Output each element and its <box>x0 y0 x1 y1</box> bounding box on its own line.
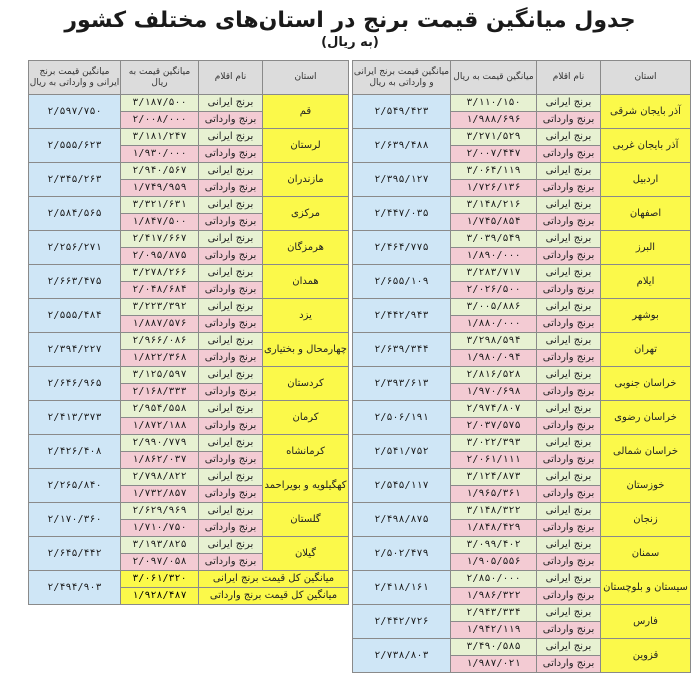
table-row <box>353 265 691 282</box>
price-iranian: ۳/۰۶۴/۱۱۹ <box>451 163 537 180</box>
average-price: ۲/۴۴۲/۹۴۳ <box>353 299 451 333</box>
item-label-imported: برنج وارداتی <box>199 180 263 197</box>
average-price: ۲/۲۵۶/۲۷۱ <box>29 231 121 265</box>
table-row <box>29 503 349 520</box>
item-label-imported: برنج وارداتی <box>199 282 263 299</box>
price-imported: ۱/۷۳۲/۸۵۷ <box>121 486 199 503</box>
province-name: خراسان جنوبی <box>601 367 691 401</box>
province-name: آذر بایجان شرقی <box>601 95 691 129</box>
item-label-iranian: برنج ایرانی <box>537 469 601 486</box>
price-imported: ۲/۰۹۷/۰۵۸ <box>121 554 199 571</box>
price-imported: ۱/۹۶۵/۳۶۱ <box>451 486 537 503</box>
item-label-iranian: برنج ایرانی <box>537 435 601 452</box>
average-price: ۲/۳۹۳/۶۱۳ <box>353 367 451 401</box>
average-price: ۲/۴۱۳/۳۷۳ <box>29 401 121 435</box>
header-avg-total: میانگین قیمت برنج ایرانی و وارداتی به ریال <box>29 61 121 95</box>
province-name: کرمان <box>263 401 349 435</box>
average-price: ۲/۳۴۵/۲۶۳ <box>29 163 121 197</box>
table-row <box>353 129 691 146</box>
price-imported: ۱/۸۸۰/۰۰۰ <box>451 316 537 333</box>
price-imported: ۲/۰۰۸/۰۰۰ <box>121 112 199 129</box>
table-row <box>29 333 349 350</box>
item-label-iranian: برنج ایرانی <box>537 639 601 656</box>
average-price: ۲/۴۴۲/۷۲۶ <box>353 605 451 639</box>
table-row <box>353 367 691 384</box>
item-label-iranian: برنج ایرانی <box>537 503 601 520</box>
price-imported: ۱/۸۲۲/۳۶۸ <box>121 350 199 367</box>
item-label-iranian: برنج ایرانی <box>199 435 263 452</box>
item-label-imported: برنج وارداتی <box>537 384 601 401</box>
price-imported: ۱/۹۴۲/۱۱۹ <box>451 622 537 639</box>
table-row <box>353 197 691 214</box>
table-header-row <box>353 61 691 95</box>
header-item: نام اقلام <box>537 61 601 95</box>
item-label-imported: برنج وارداتی <box>537 350 601 367</box>
province-name: بوشهر <box>601 299 691 333</box>
average-price: ۲/۵۴۹/۴۲۳ <box>353 95 451 129</box>
price-imported: ۱/۸۸۷/۵۷۶ <box>121 316 199 333</box>
item-label-iranian: برنج ایرانی <box>199 95 263 112</box>
price-iranian: ۳/۱۱۰/۱۵۰ <box>451 95 537 112</box>
price-imported: ۱/۸۴۸/۴۲۹ <box>451 520 537 537</box>
price-imported: ۲/۰۶۱/۱۱۱ <box>451 452 537 469</box>
price-imported: ۲/۰۳۷/۵۷۵ <box>451 418 537 435</box>
province-name: یزد <box>263 299 349 333</box>
item-label-imported: برنج وارداتی <box>537 316 601 333</box>
item-label-iranian: برنج ایرانی <box>199 231 263 248</box>
average-price: ۲/۴۲۶/۴۰۸ <box>29 435 121 469</box>
price-imported: ۱/۹۸۸/۶۹۶ <box>451 112 537 129</box>
province-name: هرمزگان <box>263 231 349 265</box>
province-name: زنجان <box>601 503 691 537</box>
average-price: ۲/۵۹۷/۷۵۰ <box>29 95 121 129</box>
price-imported: ۱/۷۱۰/۷۵۰ <box>121 520 199 537</box>
province-name: گلستان <box>263 503 349 537</box>
province-name: البرز <box>601 231 691 265</box>
item-label-imported: برنج وارداتی <box>537 214 601 231</box>
province-name: سیستان و بلوچستان <box>601 571 691 605</box>
item-label-imported: برنج وارداتی <box>537 248 601 265</box>
price-iranian: ۲/۹۶۶/۰۸۶ <box>121 333 199 350</box>
price-iranian: ۲/۹۴۳/۳۳۴ <box>451 605 537 622</box>
average-price: ۲/۵۸۴/۵۶۵ <box>29 197 121 231</box>
price-imported: ۱/۷۲۶/۱۳۶ <box>451 180 537 197</box>
table-row <box>29 401 349 418</box>
page-title: جدول میانگین قیمت برنج در استان‌های مختلف کشور <box>64 8 636 33</box>
province-name: فارس <box>601 605 691 639</box>
table-row <box>353 435 691 452</box>
item-label-imported: برنج وارداتی <box>537 282 601 299</box>
item-label-iranian: برنج ایرانی <box>199 265 263 282</box>
price-iranian: ۳/۰۲۲/۳۹۳ <box>451 435 537 452</box>
price-iranian: ۳/۱۹۳/۸۲۵ <box>121 537 199 554</box>
province-name: کرمانشاه <box>263 435 349 469</box>
summary-value-iranian: ۳/۰۶۱/۳۲۰ <box>121 571 199 588</box>
price-iranian: ۳/۲۸۳/۷۱۷ <box>451 265 537 282</box>
summary-average: ۲/۴۹۴/۹۰۳ <box>29 571 121 605</box>
table-row <box>29 265 349 282</box>
item-label-iranian: برنج ایرانی <box>537 401 601 418</box>
item-label-imported: برنج وارداتی <box>199 486 263 503</box>
table-body-left <box>29 95 349 571</box>
average-price: ۲/۵۴۱/۷۵۲ <box>353 435 451 469</box>
price-iranian: ۳/۱۸۷/۵۰۰ <box>121 95 199 112</box>
province-name: مازندران <box>263 163 349 197</box>
province-name: خراسان شمالی <box>601 435 691 469</box>
item-label-imported: برنج وارداتی <box>537 588 601 605</box>
price-imported: ۱/۹۸۷/۰۲۱ <box>451 656 537 673</box>
table-body-right <box>353 95 691 673</box>
price-iranian: ۲/۴۱۷/۶۶۷ <box>121 231 199 248</box>
item-label-imported: برنج وارداتی <box>537 418 601 435</box>
table-row <box>29 299 349 316</box>
table-row <box>29 129 349 146</box>
province-name: اردبیل <box>601 163 691 197</box>
summary-label-iranian: میانگین کل قیمت برنج ایرانی <box>199 571 349 588</box>
item-label-iranian: برنج ایرانی <box>199 401 263 418</box>
price-iranian: ۲/۹۹۰/۷۷۹ <box>121 435 199 452</box>
average-price: ۲/۴۱۸/۱۶۱ <box>353 571 451 605</box>
item-label-imported: برنج وارداتی <box>199 452 263 469</box>
item-label-imported: برنج وارداتی <box>537 554 601 571</box>
item-label-imported: برنج وارداتی <box>199 350 263 367</box>
price-table-left <box>28 60 349 605</box>
item-label-iranian: برنج ایرانی <box>199 129 263 146</box>
table-row <box>353 299 691 316</box>
province-name: سمنان <box>601 537 691 571</box>
price-iranian: ۳/۱۸۱/۲۴۷ <box>121 129 199 146</box>
table-header-row <box>29 61 349 95</box>
item-label-iranian: برنج ایرانی <box>537 163 601 180</box>
price-iranian: ۳/۰۳۹/۵۴۹ <box>451 231 537 248</box>
item-label-imported: برنج وارداتی <box>537 180 601 197</box>
province-name: گیلان <box>263 537 349 571</box>
price-imported: ۲/۰۴۸/۶۸۴ <box>121 282 199 299</box>
price-iranian: ۳/۱۴۸/۳۲۲ <box>451 503 537 520</box>
table-row <box>353 571 691 588</box>
province-name: خراسان رضوی <box>601 401 691 435</box>
table-row <box>29 163 349 180</box>
item-label-imported: برنج وارداتی <box>537 486 601 503</box>
average-price: ۲/۳۹۵/۱۲۷ <box>353 163 451 197</box>
price-table-right <box>352 60 691 673</box>
header-province: استان <box>601 61 691 95</box>
province-name: اصفهان <box>601 197 691 231</box>
average-price: ۲/۶۳۹/۳۴۴ <box>353 333 451 367</box>
price-imported: ۲/۰۰۷/۴۴۷ <box>451 146 537 163</box>
price-imported: ۱/۹۸۰/۰۹۴ <box>451 350 537 367</box>
item-label-iranian: برنج ایرانی <box>537 367 601 384</box>
average-price: ۲/۳۹۴/۲۲۷ <box>29 333 121 367</box>
price-iranian: ۲/۹۵۴/۵۵۸ <box>121 401 199 418</box>
page-subtitle: (به ریال) <box>321 35 379 50</box>
average-price: ۲/۵۵۵/۶۲۳ <box>29 129 121 163</box>
average-price: ۲/۵۵۵/۴۸۴ <box>29 299 121 333</box>
summary-row-iranian <box>29 571 349 588</box>
table-row <box>353 95 691 112</box>
price-imported: ۱/۹۰۵/۵۵۶ <box>451 554 537 571</box>
price-iranian: ۳/۴۹۰/۵۸۵ <box>451 639 537 656</box>
item-label-iranian: برنج ایرانی <box>537 333 601 350</box>
item-label-iranian: برنج ایرانی <box>537 571 601 588</box>
item-label-imported: برنج وارداتی <box>537 656 601 673</box>
price-iranian: ۳/۳۲۱/۶۳۱ <box>121 197 199 214</box>
price-iranian: ۲/۶۲۹/۹۶۹ <box>121 503 199 520</box>
price-iranian: ۲/۸۱۶/۵۲۸ <box>451 367 537 384</box>
price-imported: ۱/۹۷۰/۶۹۸ <box>451 384 537 401</box>
province-name: آذر بایجان غربی <box>601 129 691 163</box>
province-name: مرکزی <box>263 197 349 231</box>
header-avg-total: میانگین قیمت برنج ایرانی و وارداتی به ریال <box>353 61 451 95</box>
price-imported: ۱/۸۴۷/۵۰۰ <box>121 214 199 231</box>
item-label-imported: برنج وارداتی <box>199 418 263 435</box>
average-price: ۲/۴۴۷/۰۳۵ <box>353 197 451 231</box>
header-item: نام اقلام <box>199 61 263 95</box>
province-name: لرستان <box>263 129 349 163</box>
item-label-iranian: برنج ایرانی <box>537 129 601 146</box>
average-price: ۲/۶۴۶/۹۶۵ <box>29 367 121 401</box>
average-price: ۲/۵۴۵/۱۱۷ <box>353 469 451 503</box>
item-label-imported: برنج وارداتی <box>537 146 601 163</box>
price-iranian: ۳/۱۲۵/۵۹۷ <box>121 367 199 384</box>
province-name: خوزستان <box>601 469 691 503</box>
average-price: ۲/۶۴۵/۴۴۲ <box>29 537 121 571</box>
price-imported: ۱/۸۷۲/۱۸۸ <box>121 418 199 435</box>
price-imported: ۱/۷۴۹/۹۵۹ <box>121 180 199 197</box>
price-iranian: ۳/۰۹۹/۴۰۲ <box>451 537 537 554</box>
item-label-iranian: برنج ایرانی <box>537 231 601 248</box>
average-price: ۲/۶۵۵/۱۰۹ <box>353 265 451 299</box>
header-province: استان <box>263 61 349 95</box>
table-row <box>353 231 691 248</box>
item-label-iranian: برنج ایرانی <box>199 537 263 554</box>
table-row <box>353 401 691 418</box>
item-label-iranian: برنج ایرانی <box>199 503 263 520</box>
item-label-imported: برنج وارداتی <box>537 112 601 129</box>
table-summary <box>29 571 349 605</box>
table-row <box>29 537 349 554</box>
price-iranian: ۲/۸۵۰/۰۰۰ <box>451 571 537 588</box>
province-name: تهران <box>601 333 691 367</box>
province-name: قم <box>263 95 349 129</box>
average-price: ۲/۵۰۲/۴۷۹ <box>353 537 451 571</box>
item-label-imported: برنج وارداتی <box>199 316 263 333</box>
table-row <box>29 197 349 214</box>
item-label-imported: برنج وارداتی <box>199 554 263 571</box>
item-label-imported: برنج وارداتی <box>537 452 601 469</box>
item-label-imported: برنج وارداتی <box>199 248 263 265</box>
item-label-iranian: برنج ایرانی <box>199 367 263 384</box>
price-iranian: ۳/۲۲۳/۳۹۲ <box>121 299 199 316</box>
price-imported: ۱/۹۳۰/۰۰۰ <box>121 146 199 163</box>
price-imported: ۲/۰۹۵/۸۷۵ <box>121 248 199 265</box>
price-iranian: ۳/۲۹۸/۵۹۴ <box>451 333 537 350</box>
header-avg-price: میانگین قیمت به ریال <box>451 61 537 95</box>
price-iranian: ۲/۹۴۰/۵۶۷ <box>121 163 199 180</box>
item-label-imported: برنج وارداتی <box>199 112 263 129</box>
price-imported: ۱/۸۶۲/۰۳۷ <box>121 452 199 469</box>
item-label-iranian: برنج ایرانی <box>199 469 263 486</box>
item-label-imported: برنج وارداتی <box>537 520 601 537</box>
summary-label-imported: میانگین کل قیمت برنج وارداتی <box>199 588 349 605</box>
price-iranian: ۳/۲۷۱/۵۲۹ <box>451 129 537 146</box>
table-row <box>353 469 691 486</box>
price-imported: ۱/۷۴۵/۸۵۴ <box>451 214 537 231</box>
table-row <box>29 95 349 112</box>
province-name: قزوین <box>601 639 691 673</box>
header-avg-price: میانگین قیمت به ریال <box>121 61 199 95</box>
table-row <box>29 367 349 384</box>
average-price: ۲/۱۷۰/۳۶۰ <box>29 503 121 537</box>
average-price: ۲/۴۹۸/۸۷۵ <box>353 503 451 537</box>
item-label-iranian: برنج ایرانی <box>537 537 601 554</box>
item-label-imported: برنج وارداتی <box>199 520 263 537</box>
table-row <box>353 639 691 656</box>
price-imported: ۱/۸۹۰/۰۰۰ <box>451 248 537 265</box>
price-iranian: ۲/۷۹۸/۸۲۲ <box>121 469 199 486</box>
average-price: ۲/۶۶۳/۴۷۵ <box>29 265 121 299</box>
price-iranian: ۳/۱۴۸/۲۱۶ <box>451 197 537 214</box>
province-name: ایلام <box>601 265 691 299</box>
average-price: ۲/۷۳۸/۸۰۳ <box>353 639 451 673</box>
table-row <box>29 231 349 248</box>
price-iranian: ۳/۱۲۴/۸۷۳ <box>451 469 537 486</box>
item-label-iranian: برنج ایرانی <box>537 265 601 282</box>
table-row <box>353 605 691 622</box>
average-price: ۲/۴۶۴/۷۷۵ <box>353 231 451 265</box>
item-label-imported: برنج وارداتی <box>199 146 263 163</box>
item-label-iranian: برنج ایرانی <box>199 197 263 214</box>
average-price: ۲/۶۳۹/۴۸۸ <box>353 129 451 163</box>
item-label-iranian: برنج ایرانی <box>199 333 263 350</box>
table-row <box>353 333 691 350</box>
summary-value-imported: ۱/۹۲۸/۴۸۷ <box>121 588 199 605</box>
average-price: ۲/۵۰۶/۱۹۱ <box>353 401 451 435</box>
table-row <box>353 503 691 520</box>
price-iranian: ۲/۹۷۴/۸۰۷ <box>451 401 537 418</box>
province-name: کردستان <box>263 367 349 401</box>
province-name: کهگیلویه و بویراحمد <box>263 469 349 503</box>
average-price: ۲/۲۶۵/۸۴۰ <box>29 469 121 503</box>
item-label-iranian: برنج ایرانی <box>537 605 601 622</box>
item-label-iranian: برنج ایرانی <box>537 299 601 316</box>
item-label-iranian: برنج ایرانی <box>199 299 263 316</box>
item-label-imported: برنج وارداتی <box>537 622 601 639</box>
province-name: چهارمحال و بختیاری <box>263 333 349 367</box>
table-row <box>29 469 349 486</box>
table-row <box>353 537 691 554</box>
item-label-iranian: برنج ایرانی <box>537 197 601 214</box>
price-imported: ۱/۹۸۶/۳۲۲ <box>451 588 537 605</box>
table-row <box>353 163 691 180</box>
price-imported: ۲/۰۲۶/۵۰۰ <box>451 282 537 299</box>
province-name: همدان <box>263 265 349 299</box>
price-imported: ۲/۱۶۸/۳۳۳ <box>121 384 199 401</box>
item-label-imported: برنج وارداتی <box>199 384 263 401</box>
item-label-iranian: برنج ایرانی <box>537 95 601 112</box>
item-label-imported: برنج وارداتی <box>199 214 263 231</box>
item-label-iranian: برنج ایرانی <box>199 163 263 180</box>
price-iranian: ۳/۰۰۵/۸۸۶ <box>451 299 537 316</box>
price-iranian: ۳/۲۷۸/۲۶۶ <box>121 265 199 282</box>
table-row <box>29 435 349 452</box>
